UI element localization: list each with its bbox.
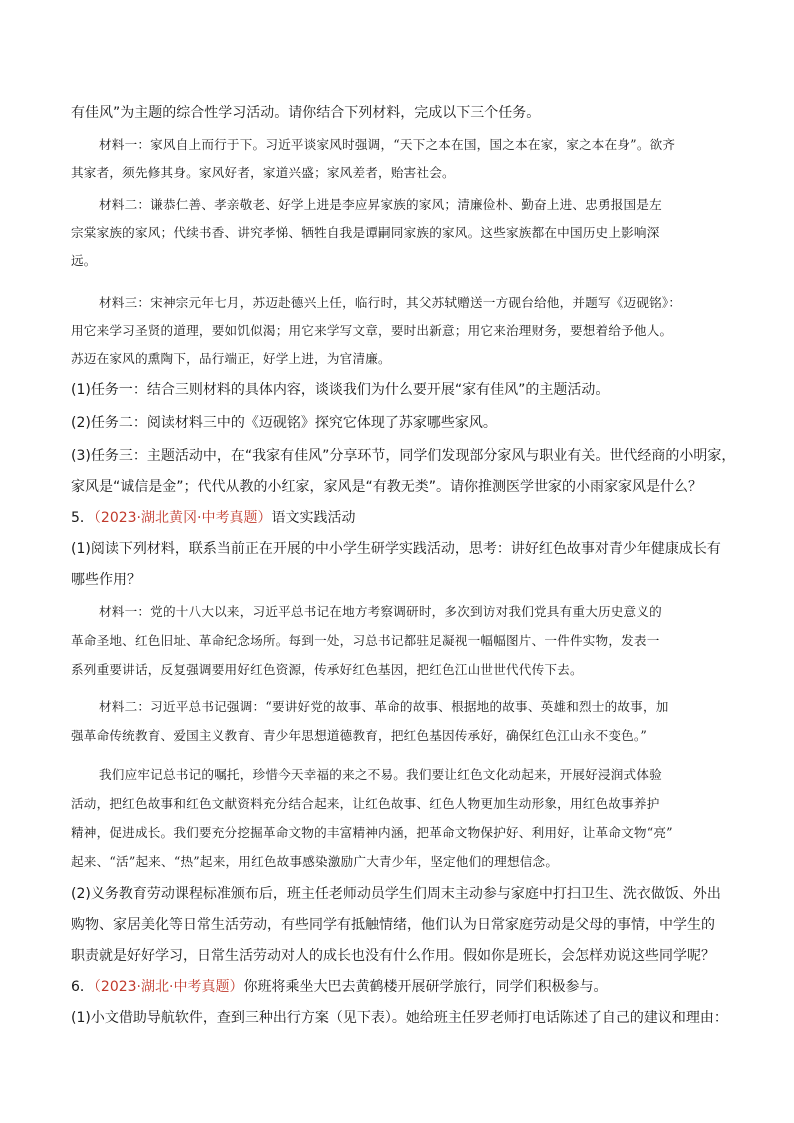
material-three-line: 用它来学习圣贤的道理，要如饥似渴；用它来学写文章，要时出新意；用它来治理财务，要想着给予他人。: [71, 323, 673, 338]
question-5-part-1: (1)阅读下列材料，联系当前正在开展的中小学生研学实践活动，思考：讲好红色故事对青少年健康成长有: [71, 541, 721, 557]
material-three-line: 苏迈在家风的熏陶下，品行端正，好学上进，为官清廉。: [71, 351, 391, 366]
question-5-part-1: 哪些作用？: [71, 572, 141, 588]
question-title: 你班将乘坐大巴去黄鹤楼开展研学旅行，同学们积极参与。: [243, 979, 608, 995]
question-number: 5．: [71, 510, 94, 526]
q5-material-two-line: 强革命传统教育、爱国主义教育、青少年思想道德教育，把红色基因传承好，确保红色江山永不变色。”: [71, 728, 648, 743]
task-three: (3)任务三：主题活动中，在“我家有佳风”分享环节，同学们发现部分家风与职业有关。世代经商的小明家，: [71, 448, 736, 464]
q5-paragraph-line: 活动，把红色故事和红色文献资料充分结合起来，让红色故事、红色人物更加生动形象，用红色故事养护: [71, 796, 660, 811]
q5-material-one-line: 材料一：党的十八大以来，习近平总书记在地方考察调研时，多次到访对我们党具有重大历史意义的: [99, 604, 662, 619]
question-source: （2023·湖北·中考真题）: [93, 979, 244, 995]
material-one-line: 其家者，须先修其身。家风好者，家道兴盛；家风差者，贻害社会。: [71, 165, 455, 180]
material-two-line: 材料二：谦恭仁善、孝亲敬老、好学上进是李应昇家族的家风；清廉俭朴、勤奋上进、忠勇报国是左: [99, 197, 662, 212]
task-three: 家风是“诚信是金”；代代从教的小红家，家风是“有教无类”。请你推测医学世家的小雨家家风是什么？: [71, 479, 703, 495]
q5-paragraph-line: 起来、“活”起来、“热”起来，用红色故事感染激励广大青少年，坚定他们的理想信念。: [71, 854, 559, 869]
material-one-line: 材料一：家风自上而行于下。习近平谈家风时强调，“天下之本在国，国之本在家，家之本在身”。欲齐: [99, 137, 676, 152]
question-5-part-2: 职责就是好好学习，日常生活劳动对人的成长也没有什么作用。假如你是班长，会怎样劝说这些同学呢？: [71, 948, 715, 964]
q5-material-one-line: 系列重要讲话，反复强调要用好红色资源，传承好红色基因，把红色江山世世代代传下去。: [71, 662, 583, 677]
q5-material-one-line: 革命圣地、红色旧址、革命纪念场所。每到一处，习总书记都驻足凝视一幅幅图片、一件件实物，发表一: [71, 633, 660, 648]
question-6-header: [71, 977, 751, 997]
question-title: 语文实践活动: [271, 510, 356, 526]
text-line: 有佳风”为主题的综合性学习活动。请你结合下列材料，完成以下三个任务。: [71, 105, 541, 121]
q5-material-two-line: 材料二：习近平总书记强调：“要讲好党的故事、革命的故事、根据地的故事、英雄和烈士的故事，加: [99, 699, 669, 714]
question-5-header: [71, 508, 751, 528]
question-source: （2023·湖北黄冈·中考真题）: [93, 510, 272, 526]
question-6-part-1: (1)小文借助导航软件，查到三种出行方案（见下表）。她给班主任罗老师打电话陈述了自己的建议和理由：: [71, 1010, 728, 1026]
q5-paragraph-line: 精神，促进成长。我们要充分挖掘革命文物的丰富精神内涵，把革命文物保护好、利用好，让革命文物“亮”: [71, 825, 673, 840]
question-5-part-2: 购物、家居美化等日常生活劳动，有些同学有抵触情绪，他们认为日常家庭劳动是父母的事情，中学生的: [71, 917, 715, 933]
q5-paragraph-line: 我们应牢记总书记的嘱托，珍惜今天幸福的来之不易。我们要让红色文化动起来，开展好浸润式体验: [99, 767, 662, 782]
material-two-line: 宗棠家族的家风；代续书香、讲究孝悌、牺牲自我是谭嗣同家族的家风。这些家族都在中国历史上影响深: [71, 225, 660, 240]
material-three-line: 材料三：宋神宗元年七月，苏迈赴德兴上任，临行时，其父苏轼赠送一方砚台给他，并题写《迈砚铭》：: [99, 295, 682, 310]
task-two: (2)任务二：阅读材料三中的《迈砚铭》探究它体现了苏家哪些家风。: [71, 415, 497, 431]
question-number: 6．: [71, 979, 94, 995]
task-one: (1)任务一：结合三则材料的具体内容，谈谈我们为什么要开展“家有佳风”的主题活动。: [71, 382, 610, 398]
question-5-part-2: (2)义务教育劳动课程标准颁布后，班主任老师动员学生们周末主动参与家庭中打扫卫生、洗衣做饭、外出: [71, 886, 721, 902]
material-two-line: 远。: [71, 253, 97, 268]
